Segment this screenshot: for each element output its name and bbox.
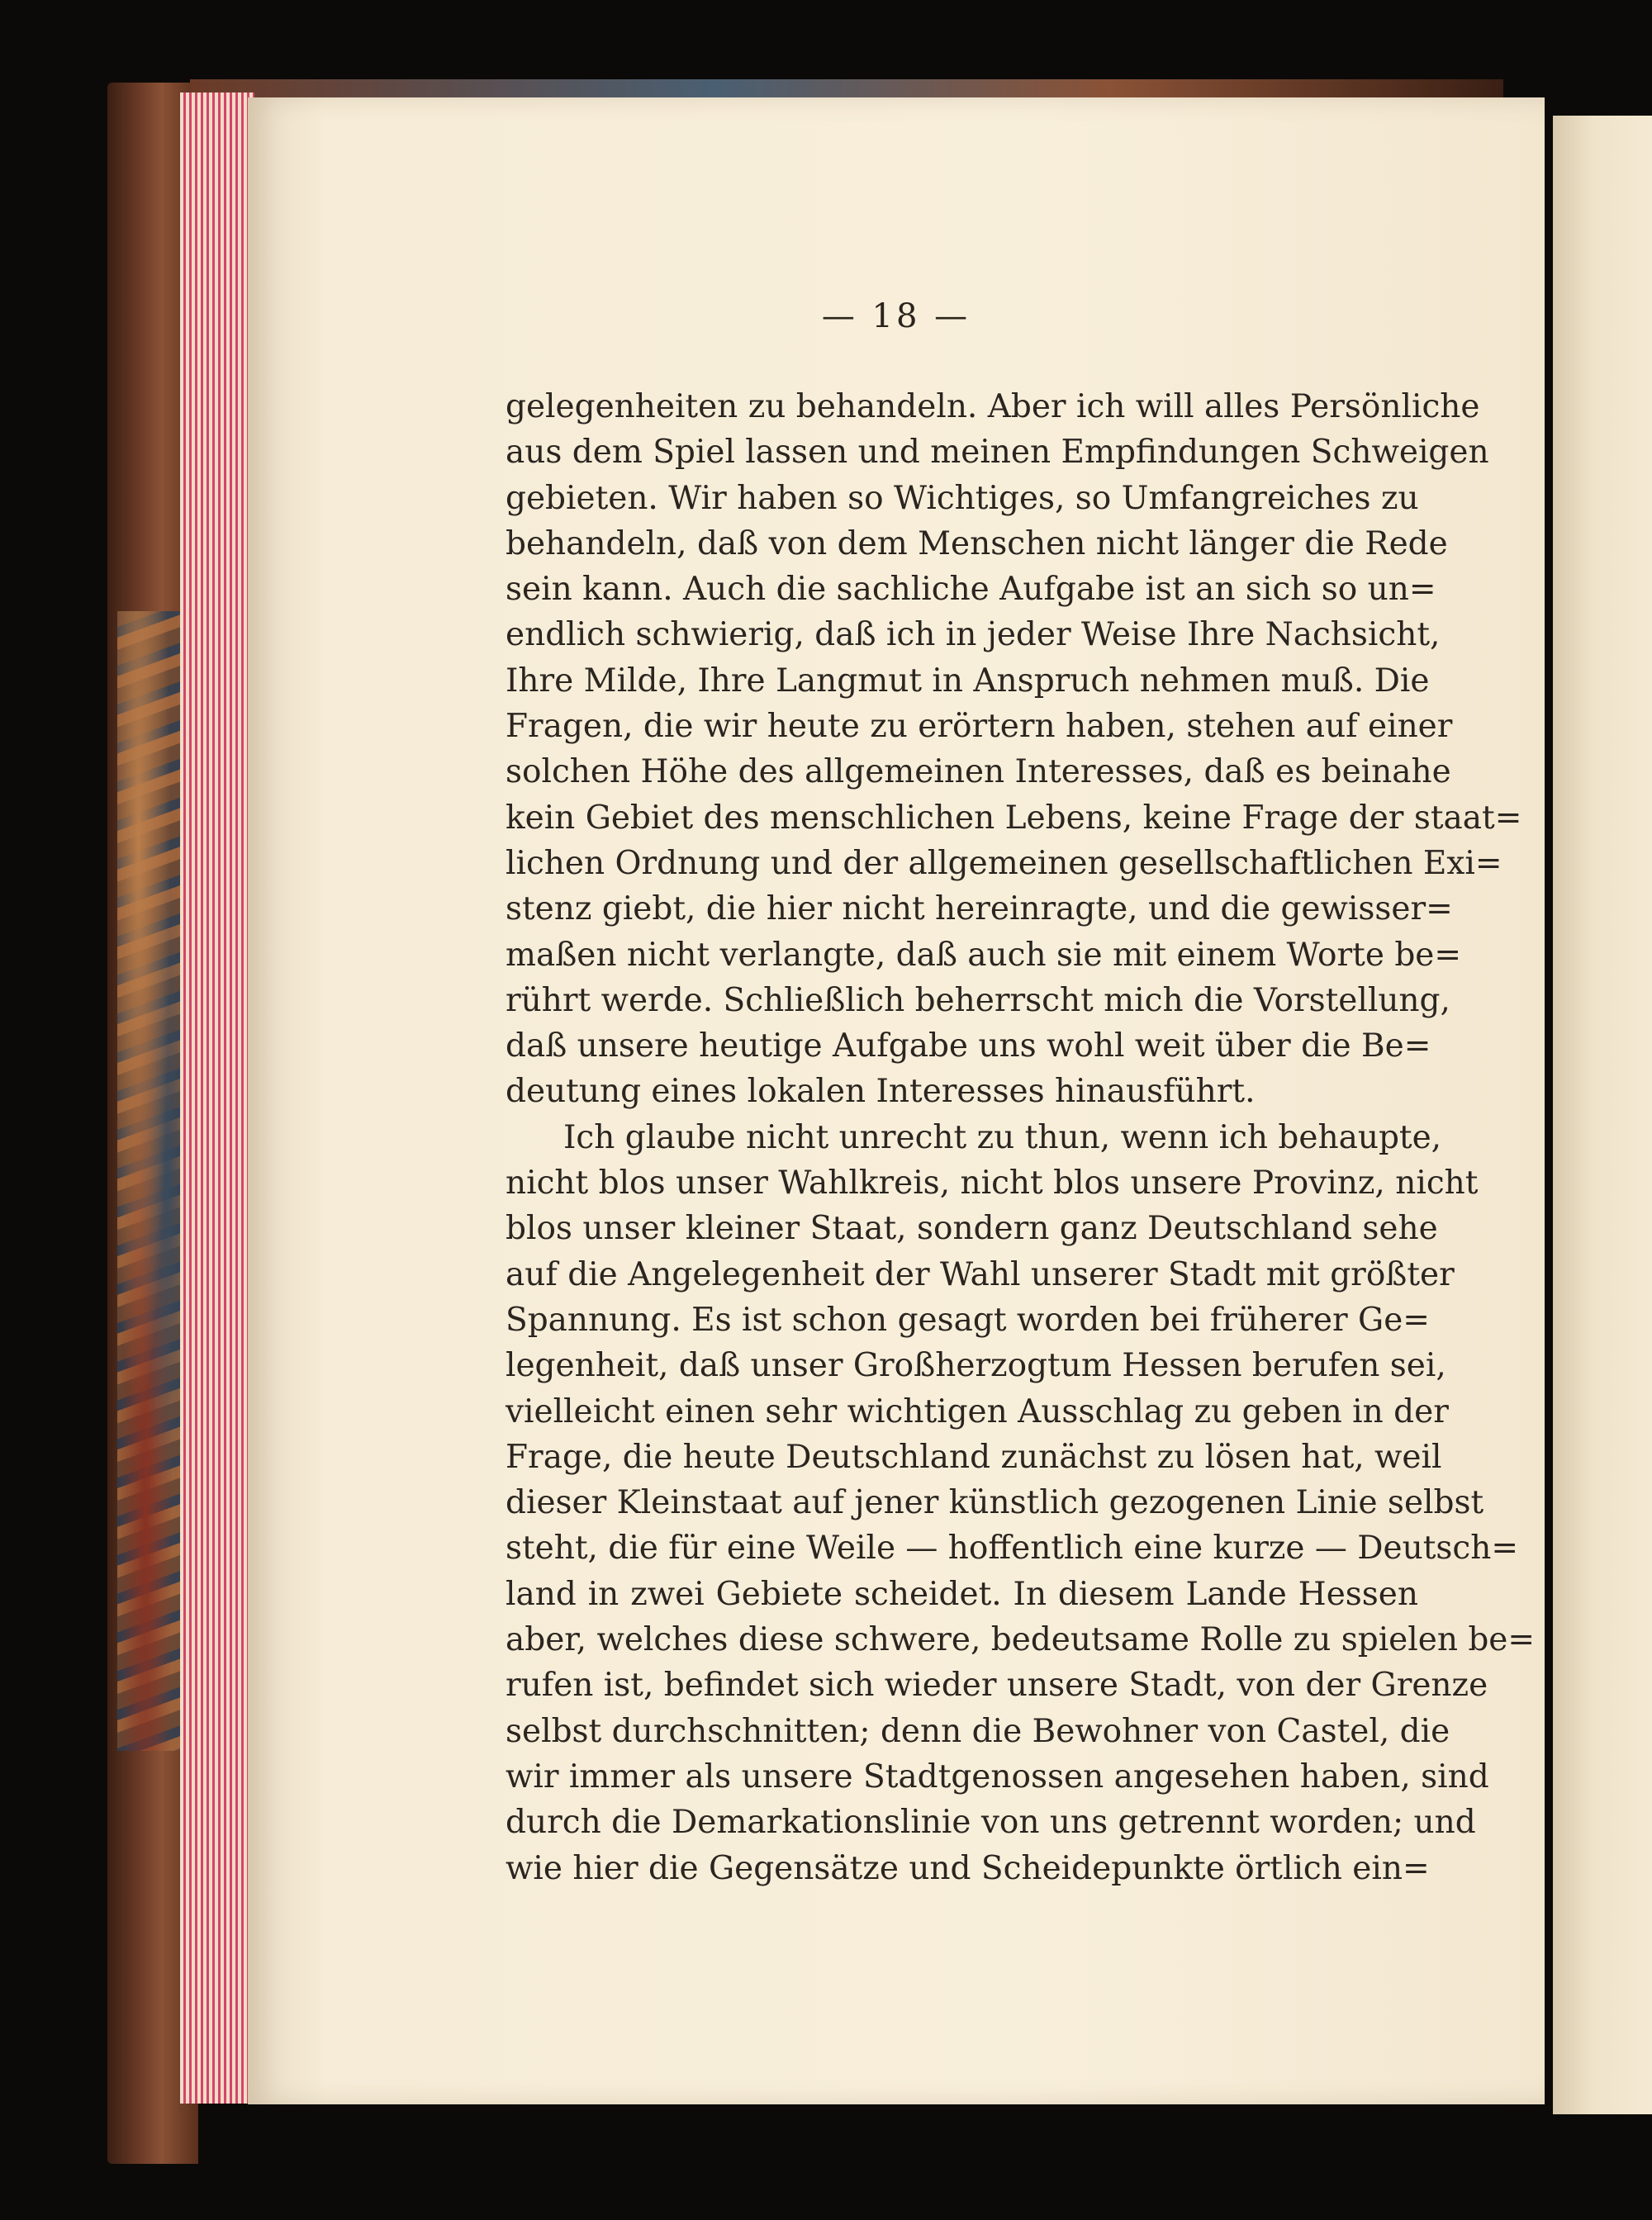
text-line: Frage, die heute Deutschland zunächst zu lösen hat, weil [506,1438,1442,1476]
text-line: durch die Demarkationslinie von uns getrennt worden; und [506,1804,1476,1842]
text-line-paragraph-start: Ich glaube nicht unrecht zu thun, wenn ich behaupte, [563,1118,1442,1156]
text-line: Fragen, die wir heute zu erörtern haben, stehen auf einer [506,708,1453,746]
page-text [506,384,1536,1891]
facing-page-edge [1553,116,1652,2114]
text-line: aus dem Spiel lassen und meinen Empfindungen Schweigen [506,434,1489,472]
page-edges [180,92,254,2104]
text-line: selbst durchschnitten; denn die Bewohner von Castel, die [506,1712,1450,1750]
text-line: stenz giebt, die hier nicht hereinragte, und die gewisser= [506,890,1453,928]
text-line: kein Gebiet des menschlichen Lebens, keine Frage der staat= [506,799,1522,837]
page-number: — 18 — [821,297,971,335]
text-line: rührt werde. Schließlich beherrscht mich die Vorstellung, [506,981,1450,1019]
text-line: Spannung. Es ist schon gesagt worden bei früherer Ge= [506,1301,1430,1339]
text-line: steht, die für eine Weile — hoffentlich eine kurze — Deutsch= [506,1530,1519,1568]
text-line: wir immer als unsere Stadtgenossen angesehen haben, sind [506,1758,1489,1795]
text-line: legenheit, daß unser Großherzogtum Hessen berufen sei, [506,1347,1446,1385]
text-line: wie hier die Gegensätze und Scheidepunkte örtlich ein= [506,1849,1430,1887]
text-line: aber, welches diese schwere, bedeutsame Rolle zu spielen be= [506,1621,1536,1659]
text-line: land in zwei Gebiete scheidet. In diesem Lande Hessen [506,1575,1418,1613]
text-line: gebieten. Wir haben so Wichtiges, so Umfangreiches zu [506,479,1419,517]
text-line: blos unser kleiner Staat, sondern ganz Deutschland sehe [506,1210,1438,1248]
text-line: gelegenheiten zu behandeln. Aber ich will alles Persönliche [506,388,1480,425]
text-line-paragraph-end: deutung eines lokalen Interesses hinausführt. [506,1073,1256,1111]
text-line: auf die Angelegenheit der Wahl unserer Stadt mit größter [506,1255,1455,1293]
text-line: Ihre Milde, Ihre Langmut in Anspruch nehmen muß. Die [506,662,1430,700]
text-line: maßen nicht verlangte, daß auch sie mit einem Worte be= [506,936,1462,974]
text-line: sein kann. Auch die sachliche Aufgabe ist an sich so un= [506,571,1436,609]
text-line: dieser Kleinstaat auf jener künstlich gezogenen Linie selbst [506,1484,1484,1522]
spine-top-strip [190,79,1503,97]
text-line: behandeln, daß von dem Menschen nicht länger die Rede [506,524,1448,562]
text-line: lichen Ordnung und der allgemeinen gesellschaftlichen Exi= [506,844,1502,882]
text-line: solchen Höhe des allgemeinen Interesses, daß es beinahe [506,753,1451,791]
text-line: daß unsere heutige Aufgabe uns wohl weit über die Be= [506,1027,1431,1065]
text-line: vielleicht einen sehr wichtigen Ausschlag zu geben in der [506,1392,1449,1430]
text-line: endlich schwierig, daß ich in jeder Weise Ihre Nachsicht, [506,616,1441,654]
marbled-endpaper [117,611,188,1751]
text-line: nicht blos unser Wahlkreis, nicht blos unsere Provinz, nicht [506,1165,1479,1202]
text-line: rufen ist, befindet sich wieder unsere Stadt, von der Grenze [506,1667,1488,1705]
